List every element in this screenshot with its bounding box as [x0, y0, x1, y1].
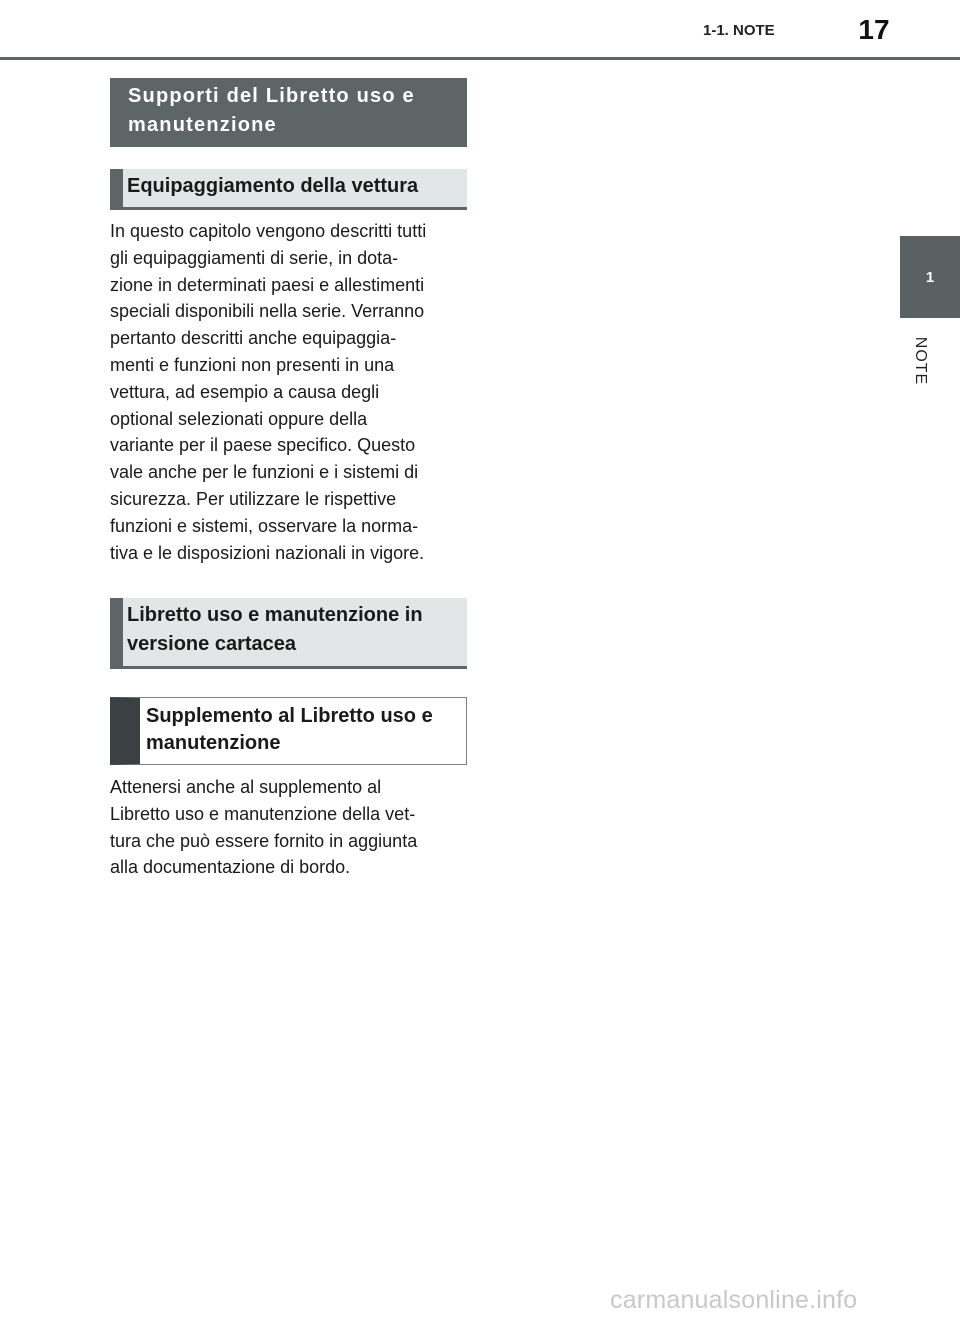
watermark: carmanualsonline.info — [610, 1286, 858, 1314]
chapter-tab[interactable] — [900, 236, 960, 318]
text-line: speciali disponibili nella serie. Verranno — [110, 301, 425, 322]
text-line: alla documentazione di bordo. — [110, 857, 351, 878]
chapter-label-text: NOTE — [912, 336, 930, 386]
supplement-paragraph — [110, 774, 472, 881]
chapter-tab-number: 1 — [925, 268, 935, 286]
text-line: menti e funzioni non presenti in una — [110, 354, 395, 375]
text-line: pertanto descritti anche equipaggia- — [110, 328, 397, 349]
text-line: funzioni e sistemi, osservare la norma- — [110, 515, 419, 536]
subsection-heading-supplement: Supplemento al Libretto uso e manutenzione — [110, 697, 467, 765]
chapter-label — [905, 326, 935, 396]
section-heading-equipment: Equipaggiamento della vettura — [110, 169, 467, 210]
text-line: variante per il paese specifico. Questo — [110, 435, 416, 456]
header-section-title: 1-1. NOTE — [703, 22, 775, 39]
text-line: vale anche per le funzioni e i sistemi di — [110, 462, 419, 483]
text-line: tura che può essere fornito in aggiunta — [110, 830, 418, 851]
text-line: tiva e le disposizioni nazionali in vigore. — [110, 542, 425, 563]
text-line: In questo capitolo vengono descritti tutti — [110, 221, 427, 241]
text-line: Libretto uso e manutenzione della vet- — [110, 803, 416, 824]
page-number: 17 — [858, 14, 890, 45]
text-line: zione in determinati paesi e allestimenti — [110, 274, 425, 295]
text-line: sicurezza. Per utilizzare le rispettive — [110, 488, 397, 509]
main-heading: Supporti del Libretto uso e manutenzione — [110, 78, 467, 147]
text-line: optional selezionati oppure della — [110, 408, 368, 429]
section-heading-printed-manual: Libretto uso e manutenzione in versione cartacea — [110, 598, 467, 669]
equipment-paragraph — [110, 218, 472, 566]
text-line: Attenersi anche al supplemento al — [110, 777, 382, 797]
header-divider — [0, 57, 960, 60]
text-line: gli equipaggiamenti di serie, in dota- — [110, 247, 399, 268]
text-line: vettura, ad esempio a causa degli — [110, 381, 380, 402]
